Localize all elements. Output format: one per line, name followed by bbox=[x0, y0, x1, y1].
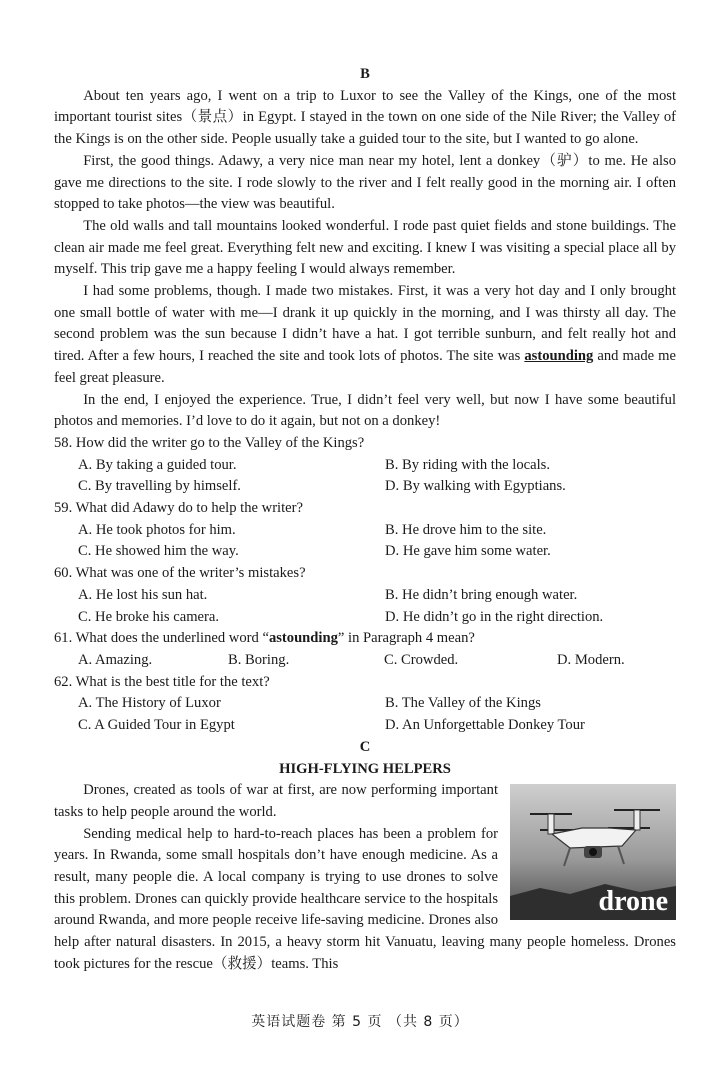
question-58 bbox=[54, 433, 676, 498]
section-c-letter: C bbox=[359, 738, 371, 755]
section-c-title: HIGH-FLYING HELPERS bbox=[279, 760, 451, 777]
question-58-option-a: A. By taking a guided tour. bbox=[78, 456, 237, 473]
question-61-option-c: C. Crowded. bbox=[384, 651, 459, 668]
drone-photo bbox=[510, 784, 676, 920]
question-61-option-b: B. Boring. bbox=[228, 651, 290, 668]
paragraph-4-text-after: and made me feel great pleasure. bbox=[54, 348, 676, 386]
question-58-option-b: B. By riding with the locals. bbox=[385, 456, 550, 473]
question-61-option-a: A. Amazing. bbox=[78, 651, 153, 668]
section-b-paragraph-3: The old walls and tall mountains looked wonderful. I rode past quiet fields and stone buildings. The clean air made me feel great. Everything felt new and exciting. I knew I was visiting a special place all by myself. This trip gave me a happy feeling I would always remember. bbox=[54, 217, 676, 278]
underlined-word-astounding: astounding bbox=[524, 348, 594, 365]
question-58-option-d: D. By walking with Egyptians. bbox=[385, 478, 566, 495]
question-62 bbox=[54, 672, 676, 737]
section-b-letter: B bbox=[360, 66, 370, 82]
question-58-stem: 58. How did the writer go to the Valley of the Kings? bbox=[54, 434, 365, 451]
question-61 bbox=[54, 628, 676, 671]
question-60-option-b: B. He didn’t bring enough water. bbox=[385, 586, 578, 603]
question-60-option-a: A. He lost his sun hat. bbox=[78, 586, 208, 603]
section-b-paragraph-5: In the end, I enjoyed the experience. True, I didn’t feel very well, but now I have some beautiful photos and memories. I’d love to do it again, but not on a donkey! bbox=[54, 391, 676, 430]
question-61-stem-after: ” in Paragraph 4 mean? bbox=[337, 630, 475, 647]
section-c bbox=[54, 737, 676, 976]
question-60-stem: 60. What was one of the writer’s mistakes? bbox=[54, 565, 306, 582]
section-b-paragraph-1: About ten years ago, I went on a trip to Luxor to see the Valley of the Kings, one of the most important tourist sites（景点）in Egypt. I stayed in the town on one side of the Nile River; the Valley of the Kings is on the other side. People usually take a guided tour to the site, but I wanted to go alone. bbox=[54, 87, 676, 148]
section-c-paragraph-2: Sending medical help to hard-to-reach places has been a problem for years. In Rwanda, some small hospitals don’t have enough medicine. As a result, many people die. A local company is trying to use drones to solve this problem. Drones can quickly provide healthcare service to the hospitals around Rwanda, and more people receive life-saving medicine. Drones also help after natural disasters. In 2015, a heavy storm hit Vanuatu, leaving many people homeless. Drones took pictures for the rescue（救援）teams. This bbox=[54, 825, 676, 972]
question-59-option-b: B. He drove him to the site. bbox=[385, 521, 547, 538]
section-b-paragraph-4 bbox=[54, 281, 676, 390]
section-b-paragraph-2: First, the good things. Adawy, a very nice man near my hotel, lent a donkey（驴）to me. He also gave me directions to the site. I rode slowly to the river and I felt really good in the morning air. I often stopped to take photos—the view was beautiful. bbox=[54, 152, 676, 213]
drone-photo-caption: drone bbox=[598, 886, 668, 918]
paragraph-4-text-before: I had some problems, though. I made two mistakes. First, it was a very hot day and I only brought one small bottle of water with me—I drank it up quickly in the morning, and I was thirsty all day. The second problem was the sun because I didn’t have a hat. I got terrible sunburn, and felt really hot and tired. After a few hours, I reached the site and took lots of photos. The site was bbox=[54, 283, 676, 365]
question-61-stem bbox=[54, 628, 676, 650]
question-60-option-c: C. He broke his camera. bbox=[78, 608, 220, 625]
question-59 bbox=[54, 498, 676, 563]
question-61-stem-before: 61. What does the underlined word “ bbox=[54, 630, 269, 647]
question-61-option-d: D. Modern. bbox=[557, 651, 625, 668]
question-60-option-d: D. He didn’t go in the right direction. bbox=[385, 608, 604, 625]
question-62-option-d: D. An Unforgettable Donkey Tour bbox=[385, 717, 585, 734]
question-62-option-a: A. The History of Luxor bbox=[78, 695, 221, 712]
question-58-option-c: C. By travelling by himself. bbox=[78, 478, 241, 495]
question-59-option-c: C. He showed him the way. bbox=[78, 543, 239, 560]
question-60 bbox=[54, 563, 676, 628]
question-61-keyword: astounding bbox=[268, 630, 338, 647]
page-footer: 英语试题卷 第 5 页 （共 8 页） bbox=[251, 1014, 469, 1030]
section-c-paragraph-1: Drones, created as tools of war at first, are now performing important tasks to help people around the world. bbox=[54, 782, 498, 820]
section-b bbox=[54, 64, 676, 433]
question-59-stem: 59. What did Adawy do to help the writer? bbox=[54, 500, 303, 517]
question-62-stem: 62. What is the best title for the text? bbox=[54, 673, 270, 690]
question-62-option-c: C. A Guided Tour in Egypt bbox=[78, 717, 235, 734]
question-62-option-b: B. The Valley of the Kings bbox=[385, 695, 541, 712]
question-59-option-a: A. He took photos for him. bbox=[78, 521, 236, 538]
question-59-option-d: D. He gave him some water. bbox=[385, 543, 551, 560]
